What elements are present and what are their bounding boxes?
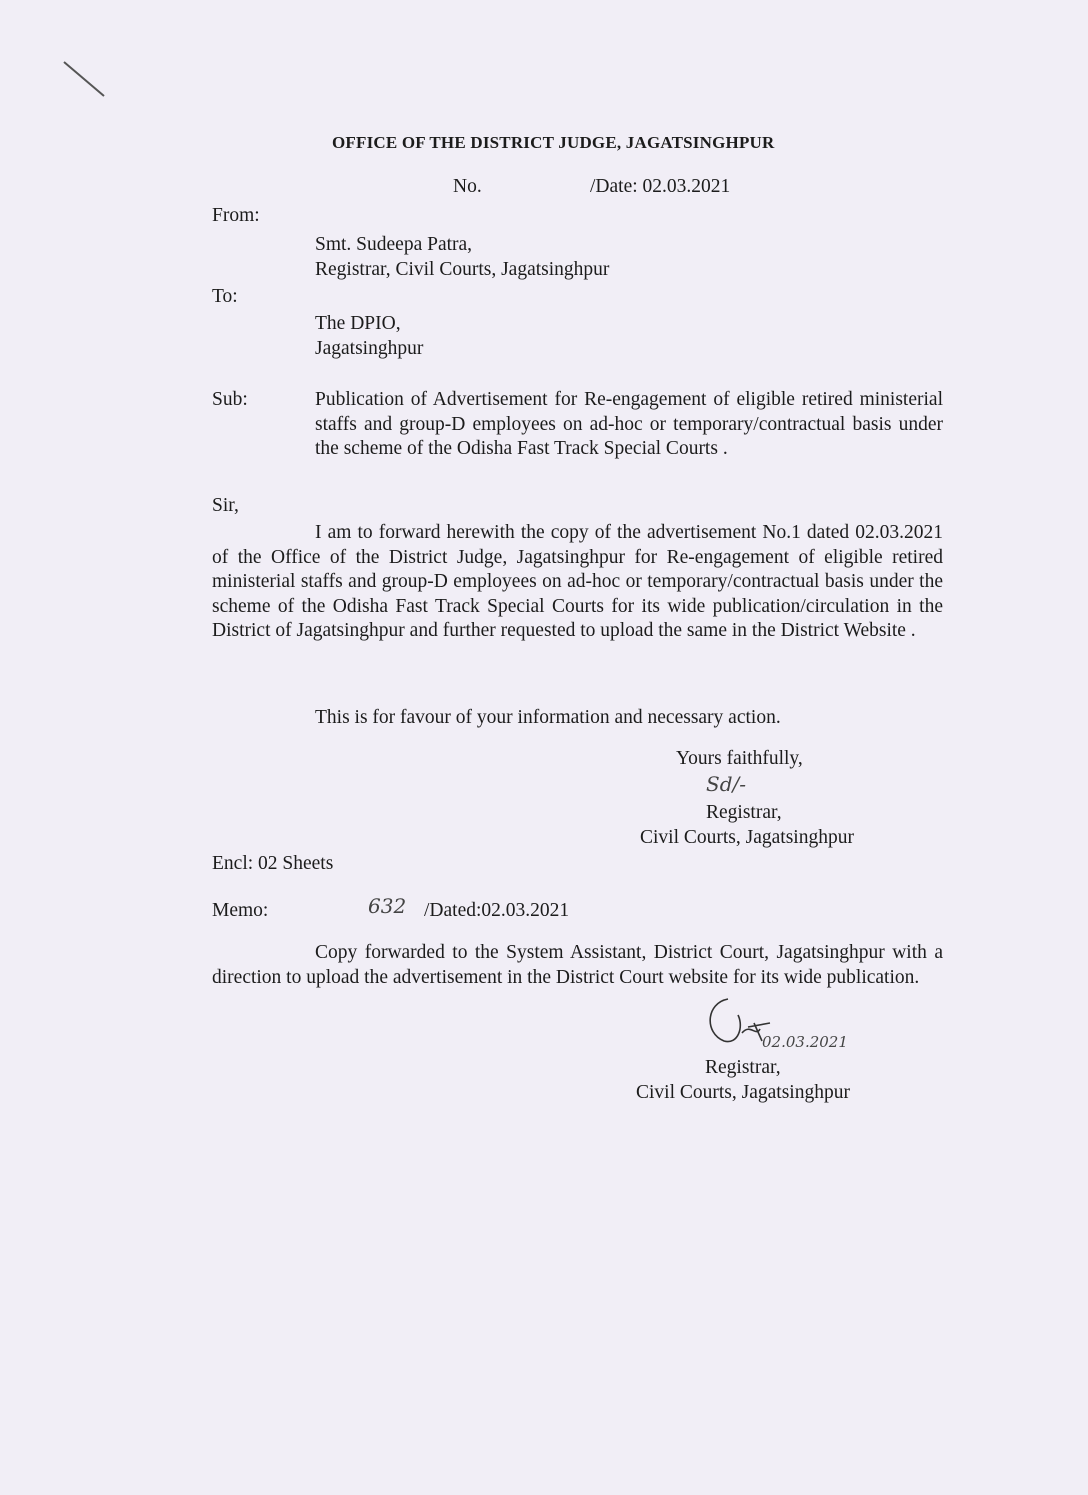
- scan-mark: [60, 58, 110, 102]
- memo-text: Copy forwarded to the System Assistant, District Court, Jagatsinghpur with a direction to upload the advertisement in the District Court website for its wide publication.: [212, 942, 943, 988]
- memo-number: 632: [368, 894, 407, 918]
- enclosure: Encl: 02 Sheets: [212, 853, 334, 874]
- from-designation: Registrar, Civil Courts, Jagatsinghpur: [315, 259, 610, 280]
- closing-designation: Registrar,: [706, 802, 782, 823]
- closing-yours: Yours faithfully,: [676, 748, 803, 769]
- to-line1: The DPIO,: [315, 313, 401, 334]
- letter-number-label: No.: [453, 176, 482, 197]
- memo-label: Memo:: [212, 900, 269, 921]
- body-paragraph-2: This is for favour of your information and necessary action.: [315, 707, 781, 728]
- signature-date: 02.03.2021: [762, 1033, 848, 1051]
- subject-text: Publication of Advertisement for Re-engagement of eligible retired ministerial staffs and group-D employees on ad-hoc or temporary/contractual basis under the scheme of the Odisha Fast Track Special Courts .: [315, 389, 943, 459]
- memo-dated: /Dated:02.03.2021: [424, 900, 570, 921]
- memo-registrar: Registrar,: [705, 1057, 781, 1078]
- closing-office: Civil Courts, Jagatsinghpur: [640, 827, 854, 848]
- from-name: Smt. Sudeepa Patra,: [315, 234, 473, 255]
- signature-sd: Sd/-: [706, 772, 746, 796]
- from-label: From:: [212, 205, 260, 226]
- subject-label: Sub:: [212, 389, 248, 410]
- body-paragraph-1: I am to forward herewith the copy of the advertisement No.1 dated 02.03.2021 of the Office of the District Judge, Jagatsinghpur for Re-engagement of eligible retired ministerial staffs and group-D employees on ad-hoc or temporary/contractual basis under the scheme of the Odisha Fast Track Special Courts for its wide publication/circulation in the District of Jagatsinghpur and further requested to upload the same in the District Website .: [212, 522, 943, 641]
- salutation: Sir,: [212, 495, 239, 516]
- memo-office: Civil Courts, Jagatsinghpur: [636, 1082, 850, 1103]
- to-line2: Jagatsinghpur: [315, 338, 424, 359]
- letter-date: /Date: 02.03.2021: [590, 176, 731, 197]
- office-title: OFFICE OF THE DISTRICT JUDGE, JAGATSINGHPUR: [332, 133, 775, 152]
- to-label: To:: [212, 286, 238, 307]
